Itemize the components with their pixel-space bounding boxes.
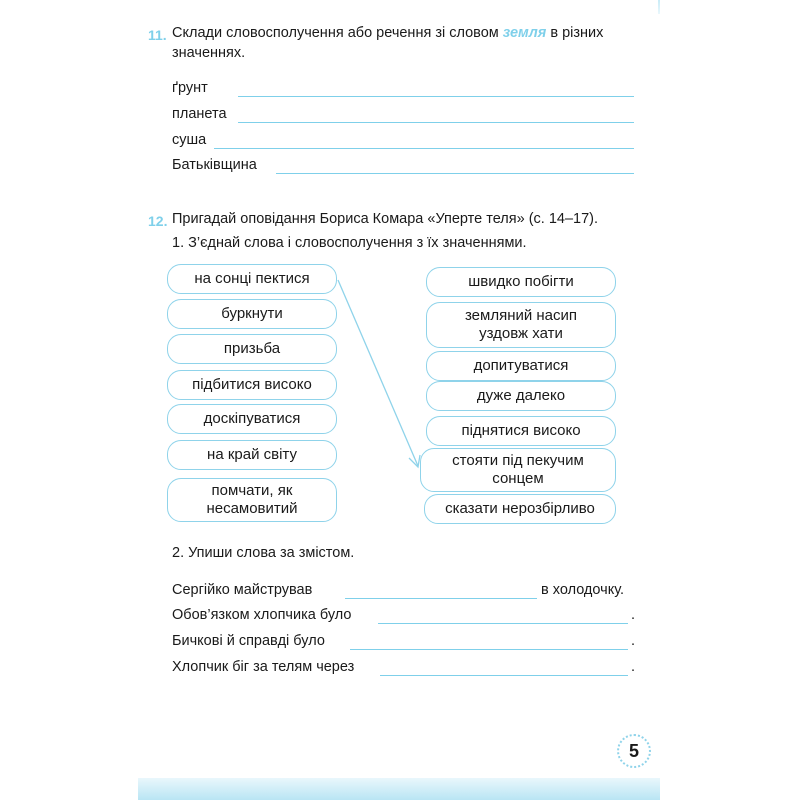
pill-text: підбитися високо	[192, 376, 312, 393]
pill-text: швидко побігти	[468, 273, 574, 290]
pill-text-line: несамовитий	[206, 500, 298, 517]
sentence-start: Бичкові й справді було	[172, 633, 325, 649]
sentence-start: Сергійко майстрував	[172, 582, 313, 598]
exercise-12-number: 12.	[148, 213, 168, 229]
pill-text: доскіпуватися	[203, 410, 301, 427]
page-number: 5	[617, 734, 651, 768]
fill-in-line[interactable]	[378, 623, 628, 624]
fill-in-line[interactable]	[380, 675, 628, 676]
fill-in-line[interactable]	[345, 598, 537, 599]
keyword-zemlia: земля	[502, 25, 547, 41]
pill-text-line: сонцем	[492, 470, 544, 487]
exercise-11-prompt-line2: значеннях.	[172, 45, 246, 61]
exercise-12-prompt: Пригадай оповідання Бориса Комара «Уперте теля» (с. 14–17).	[172, 211, 599, 227]
meaning-label: Батьківщина	[172, 157, 257, 173]
pill-text: піднятися високо	[461, 422, 581, 439]
meaning-label: суша	[172, 132, 207, 148]
pill-text-line: уздовж хати	[479, 325, 563, 342]
pill-text: буркнути	[221, 305, 283, 322]
sentence-start: Хлопчик біг за телям через	[172, 659, 355, 675]
pill-text: призьба	[223, 340, 281, 357]
pill-text: допитуватися	[473, 357, 569, 374]
fill-in-line[interactable]	[350, 649, 628, 650]
sentence-end: в холодочку.	[541, 582, 625, 598]
exercise-11-number: 11.	[148, 27, 167, 43]
prompt-text: Склади словосполучення або речення зі словом	[172, 25, 499, 41]
pill-text: сказати нерозбірливо	[445, 500, 595, 517]
prompt-text-end: в різних	[550, 25, 604, 41]
pill-text: на сонці пектися	[194, 270, 310, 287]
bottom-color-band	[138, 778, 660, 800]
meaning-label: планета	[172, 106, 227, 122]
arrow-line	[338, 280, 418, 466]
sentence-start: Обов’язком хлопчика було	[172, 607, 352, 623]
sentence-period: .	[631, 659, 636, 675]
meaning-label: ґрунт	[172, 80, 208, 96]
pill-text-line: стояти під пекучим	[452, 452, 584, 469]
sentence-period: .	[631, 607, 636, 623]
pill-text: дуже далеко	[476, 387, 566, 404]
pill-text: на край світу	[207, 446, 297, 463]
pill-text-line: помчати, як	[211, 482, 293, 499]
exercise-12-task-1: 1. З’єднай слова і словосполучення з їх значеннями.	[172, 235, 527, 251]
sentence-period: .	[631, 633, 636, 649]
pill-text-line: земляний насип	[464, 307, 578, 324]
exercise-12-task-2: 2. Упиши слова за змістом.	[172, 545, 355, 561]
